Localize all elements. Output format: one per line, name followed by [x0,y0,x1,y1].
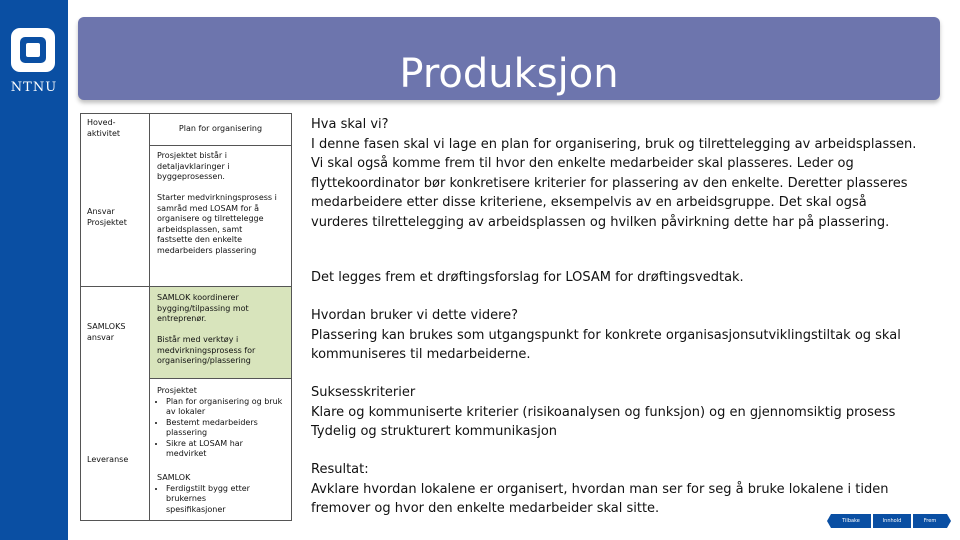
cell-prosjektet-leveranse [157,386,285,460]
label-ansvar-prosjektet: Ansvar Prosjektet [87,207,127,227]
section-hvordan-bruker [311,306,921,365]
samlok-list [157,484,267,516]
next-button[interactable]: Frem [913,514,947,528]
home-button[interactable]: Innhold [873,514,911,528]
text-resultat: Avklare hvordan lokalene er organisert, hvordan man ser for seg å bruke lokalene i tiden fremover og hvor den enkelte medarbeider skal sitte. [311,481,889,516]
heading-resultat: Resultat: [311,462,369,477]
list-item: • Sikre at LOSAM har medvirket [166,439,285,460]
list-item: • Plan for organisering og bruk av lokaler [166,397,285,418]
cell-plan-organisering: Plan for organisering [178,124,263,133]
prosjektet-header: Prosjektet [157,386,197,395]
list-item: • Bestemt medarbeiders plassering [166,418,285,439]
table-row-divider [150,378,291,379]
text-hvordan-bruker: Plassering kan brukes som utgangspunkt for konkrete organisasjonsutviklingstiltak og skal kommuniseres til medarbeiderne. [311,327,901,362]
table-row-divider [150,145,291,146]
section-resultat [311,460,901,519]
ntnu-logo-icon [11,28,55,72]
back-button[interactable]: Tilbake [831,514,871,528]
table-border-right [291,113,292,520]
text-hva-skal-vi: I denne fasen skal vi lage en plan for organisering, bruk og tilrettelegging av arbeidsplassen. Vi skal også komme frem til hvor den enkelte medarbeider skal plasseres. Leder og flyttekoordinator bør konkretisere kriterier for plassering av den enkelte. Deretter plasseres medarbeidere etter disse kriteriene, eksempelvis av en arbeidsgruppe. Det skal også vurderes tilrettelegging av arbeidsplassen og hvilken påvirkning dette har på plassering. [311,136,917,230]
list-item: • Ferdigstilt bygg etter brukernes spesifikasjoner [166,484,267,516]
text-suksesskriterier-2: Tydelig og strukturert kommunikasjon [311,424,558,439]
cell-prosjektet-bistar: Prosjektet bistår i detaljavklaringer i byggeprosessen. [157,151,230,181]
label-hovedaktivitet: Hoved- aktivitet [87,118,121,138]
section-suksesskriterier [311,383,921,442]
title-bar [78,17,940,100]
heading-hvordan-bruker: Hvordan bruker vi dette videre? [311,308,519,323]
samlok-header: SAMLOK [157,473,191,482]
table-border-left [80,113,81,520]
heading-suksesskriterier: Suksesskriterier [311,385,416,400]
label-leveranse: Leveranse [87,455,129,464]
section-hva-skal-vi [311,115,921,232]
cell-samlok-leveranse [157,473,267,515]
cell-samlok-koordinerer: SAMLOK koordinerer bygging/tilpassing mot entreprenør. [157,293,249,323]
text-drofting: Det legges frem et drøftingsforslag for LOSAM for drøftingsvedtak. [311,270,744,285]
cell-bistar-verktoy: Bistår med verktøy i medvirkningsprosess for organisering/plassering [157,335,256,365]
sidebar [0,0,68,540]
prosjektet-list [157,397,285,460]
text-suksesskriterier-1: Klare og kommuniserte kriterier (risikoanalysen og funksjon) og en gjennomsiktig prosess [311,404,896,420]
logo-text: NTNU [10,80,58,95]
page-title: Produksjon [399,51,619,97]
table-border-bottom [80,520,292,521]
label-samlok-ansvar: SAMLOKS ansvar [87,322,126,342]
table-border-top [80,113,292,114]
heading-hva-skal-vi: Hva skal vi? [311,117,389,132]
cell-starter-medvirkning: Starter medvirkningsprosess i samråd med LOSAM for å organisere og tilrettelegge arbeidsplassen, samt fastsette den enkelte medarbeiders plassering [157,193,277,255]
